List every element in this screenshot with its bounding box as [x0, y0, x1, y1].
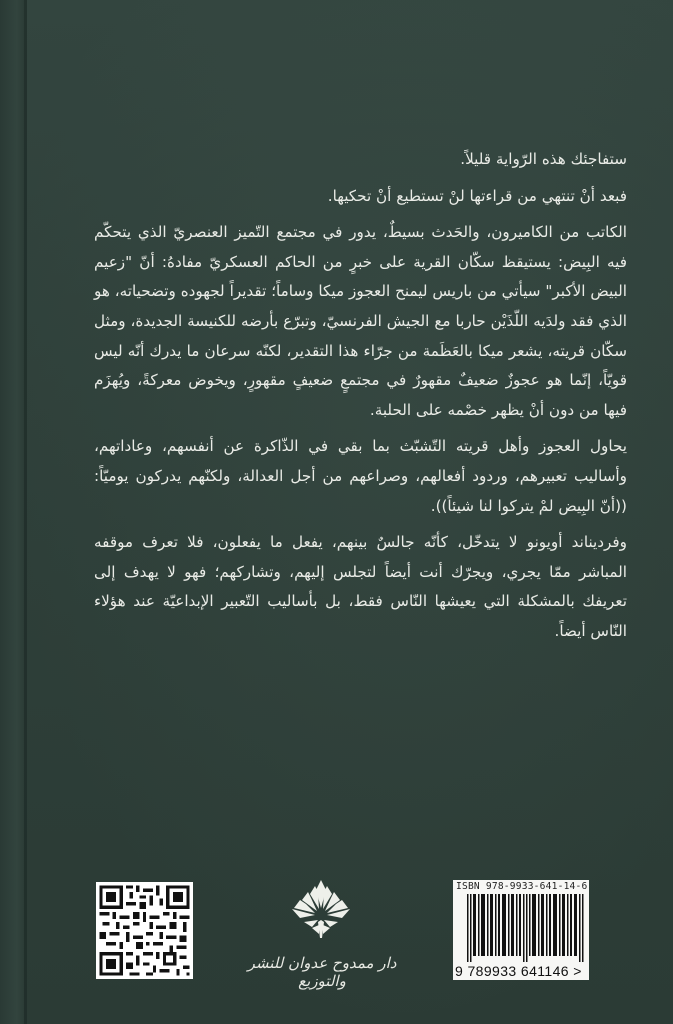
cover-footer	[0, 878, 673, 988]
spine-fold-line	[24, 0, 27, 1024]
isbn-barcode	[453, 880, 589, 980]
blurb-paragraph: فبعد أنْ تنتهي من قراءتها لنْ تستطيع أنْ تحكيها.	[327, 186, 627, 205]
blurb-paragraph: يحاول العجوز وأهل قريته التّشبّث بما بقي في الذّاكرة عن أنفسهم، وعاداتهم، وأساليب تعبيرهم، وردود أفعالهم، وصراعهم من أجل العدالة، ولكنّهم يدركون يوميّاً: ((أنّ البِيض لمْ يتركوا لنا شيئاً)).	[94, 437, 627, 515]
book-spine	[0, 0, 24, 1024]
barcode-digits: 9 789933 641146 >	[455, 963, 582, 979]
blurb-paragraph: ستفاجئك هذه الرّواية قليلاً.	[460, 150, 627, 168]
publisher-name: دار ممدوح عدوان للنشر والتوزيع	[247, 954, 397, 990]
blurb-paragraph: وفرديناند أويونو لا يتدخّل، كأنّه جالسٌ بينهم، يفعل ما يفعلون، فلا تعرف موقفه المباشر ممّا يجري، ويجرّك أنت أيضاً لتجلس إليهم، وتشاركهم؛ فهو لا يهدف إلى تعريفك بالمشكلة التي يعيشها النّاس فقط، بل بأساليب التّعبير الإبداعيّة عند هؤلاء النّاس أيضاً.	[94, 533, 627, 640]
blurb-paragraph: الكاتب من الكاميرون، والحَدث بسيطٌ، يدور في مجتمع التّميز العنصريّ الذي يتحكّم فيه البِيض: يستيقظ سكّان القرية على خبرٍ من الحاكم العسكريّ مفادهُ: أنّ "زعيم البيض الأكبر" سيأتي من باريس ليمنح العجوز ميكا وساماً؛ تقديراً لجهوده وتضحياته، هو الذي فقد ولدَيه اللّذَيْن حاربا مع الجيش الفرنسيّ، وتبرّع بأرضه للكنيسة الجديدة، ومثل سكّان قريته، يشعر ميكا بالعَظَمة من جرّاء هذا التقدير، لكنّه سرعان ما يدرك أنّه ليس قويّاً، إنّما هو عجوزٌ ضعيفٌ مقهورٌ في مجتمعٍ ضعيفٍ مقهورٍ، ويخوض معركةً، ويُهزَم فيها من دون أنْ يظهر خصْمه على الحلبة.	[94, 223, 627, 419]
qr-code	[96, 882, 193, 979]
barcode-bars-icon	[467, 894, 585, 962]
publisher-logo-icon	[282, 878, 360, 946]
blurb-text	[94, 145, 627, 654]
isbn-label: ISBN 978-9933-641-14-6	[456, 881, 588, 892]
